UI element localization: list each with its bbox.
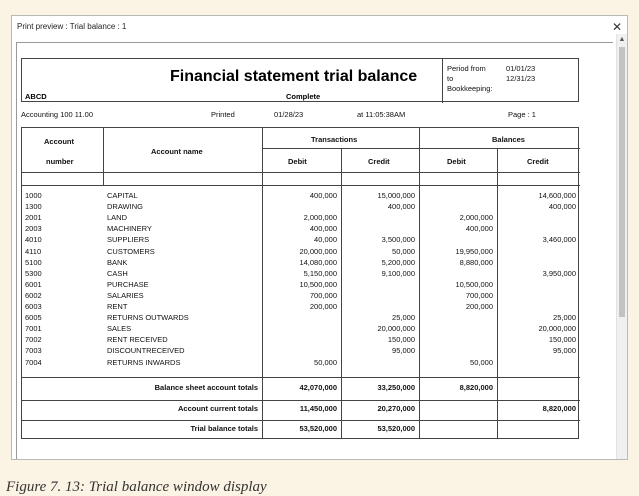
- cell-b-debit: 8,880,000: [459, 257, 493, 267]
- totals-label: Trial balance totals: [190, 424, 258, 433]
- cell-name: SALES: [107, 324, 132, 334]
- cell-b-credit: 20,000,000: [538, 324, 576, 334]
- cell-no: 2001: [25, 213, 42, 223]
- total-b-debit: 8,820,000: [459, 383, 493, 392]
- group-underline: [262, 148, 580, 149]
- cell-no: 4010: [25, 235, 42, 245]
- cell-t-credit: 15,000,000: [377, 191, 415, 200]
- cell-t-debit: 2,000,000: [303, 213, 337, 223]
- col-header-name: Account name: [151, 147, 203, 156]
- cell-t-credit: 9,100,000: [381, 268, 415, 278]
- report-page: [16, 42, 613, 460]
- vertical-scrollbar[interactable]: [616, 34, 627, 460]
- cell-t-debit: 40,000: [314, 235, 337, 245]
- cell-t-debit: 10,500,000: [299, 279, 337, 289]
- company-name: ABCD: [25, 92, 47, 101]
- cell-t-debit: 400,000: [309, 224, 337, 234]
- cell-t-credit: 25,000: [392, 313, 415, 323]
- accounting-version: Accounting 100 11.00: [21, 110, 94, 119]
- cell-no: 7002: [25, 335, 42, 345]
- period-from-date: 01/01/23: [506, 64, 536, 73]
- cell-t-debit: 700,000: [309, 290, 337, 300]
- cell-no: 1300: [25, 202, 42, 212]
- figure-caption: Figure 7. 13: Trial balance window display: [6, 479, 267, 495]
- col-header-bal-debit: Debit: [447, 157, 466, 166]
- cell-no: 6003: [25, 302, 42, 311]
- total-t-debit: 42,070,000: [299, 383, 337, 392]
- cell-no: 7003: [25, 346, 42, 356]
- cell-t-credit: 5,200,000: [381, 257, 415, 267]
- cell-t-credit: 3,500,000: [381, 235, 415, 245]
- group-header-balances: Balances: [492, 135, 525, 144]
- report-title: Financial statement trial balance: [170, 68, 418, 85]
- cell-t-credit: 20,000,000: [377, 324, 415, 334]
- title-bar: [12, 16, 628, 42]
- cell-b-credit: 25,000: [553, 313, 576, 323]
- cell-name: DISCOUNTRECEIVED: [107, 346, 185, 356]
- cell-t-credit: 50,000: [392, 246, 415, 256]
- window-title: Print preview : Trial balance : 1: [17, 22, 127, 31]
- cell-t-credit: 400,000: [387, 202, 415, 212]
- cell-no: 7004: [25, 357, 42, 367]
- cell-name: CUSTOMERS: [107, 246, 155, 256]
- cell-t-debit: 14,080,000: [299, 257, 337, 267]
- cell-name: RETURNS INWARDS: [107, 357, 181, 367]
- total-t-debit: 53,520,000: [299, 424, 337, 433]
- report-status: Complete: [286, 92, 321, 101]
- cell-name: RETURNS OUTWARDS: [107, 313, 189, 323]
- printed-label: Printed: [211, 110, 235, 119]
- cell-t-debit: 400,000: [309, 191, 337, 200]
- total-b-credit: 8,820,000: [542, 404, 576, 413]
- total-t-credit: 53,520,000: [377, 424, 415, 433]
- totals-label: Balance sheet account totals: [154, 383, 258, 392]
- cell-no: 5100: [25, 257, 42, 267]
- scroll-thumb[interactable]: [619, 47, 625, 317]
- cell-b-credit: 150,000: [548, 335, 576, 345]
- cell-b-debit: 10,500,000: [455, 279, 493, 289]
- totals-line: [22, 377, 580, 378]
- col-header-trans-debit: Debit: [288, 157, 307, 166]
- cell-no: 7001: [25, 324, 42, 334]
- cell-no: 1000: [25, 191, 42, 200]
- cell-no: 6001: [25, 279, 42, 289]
- totals-label: Account current totals: [177, 404, 258, 413]
- col-header-number: number: [46, 157, 74, 166]
- period-to-date: 12/31/23: [506, 74, 536, 83]
- cell-b-credit: 95,000: [553, 346, 576, 356]
- cell-name: RENT RECEIVED: [107, 335, 168, 345]
- cell-b-credit: 400,000: [548, 202, 576, 212]
- total-t-credit: 20,270,000: [377, 404, 415, 413]
- cell-t-debit: 50,000: [314, 357, 337, 367]
- scroll-up-icon[interactable]: ▲: [618, 36, 626, 43]
- body-top-line: [22, 185, 580, 186]
- col-header-bal-credit: Credit: [527, 157, 549, 166]
- cell-t-credit: 150,000: [387, 335, 415, 345]
- cell-b-debit: 2,000,000: [459, 213, 493, 223]
- cell-t-debit: 200,000: [309, 302, 337, 311]
- header-bottom-line: [22, 172, 580, 173]
- total-t-credit: 33,250,000: [377, 383, 415, 392]
- col-header-account: Account: [44, 137, 74, 146]
- cell-b-debit: 400,000: [465, 224, 493, 234]
- cell-name: RENT: [107, 302, 128, 311]
- cell-name: MACHINERY: [107, 224, 152, 234]
- cell-name: CASH: [107, 268, 128, 278]
- cell-b-debit: 50,000: [470, 357, 493, 367]
- print-meta-row: [21, 110, 579, 122]
- close-icon[interactable]: ✕: [611, 20, 623, 34]
- cell-name: CAPITAL: [107, 191, 138, 200]
- col-divider: [103, 128, 104, 185]
- cell-no: 6005: [25, 313, 42, 323]
- cell-b-debit: 200,000: [465, 302, 493, 311]
- cell-t-debit: 20,000,000: [299, 246, 337, 256]
- printed-time: at 11:05:38AM: [357, 110, 406, 119]
- cell-name: LAND: [107, 213, 128, 223]
- bookkeeping-label: Bookkeeping:: [447, 84, 493, 93]
- cell-name: BANK: [107, 257, 128, 267]
- print-preview-window: [11, 15, 628, 460]
- cell-no: 4110: [25, 246, 42, 256]
- header-divider: [442, 59, 443, 103]
- cell-name: SALARIES: [107, 290, 144, 300]
- period-from-label: Period from: [447, 64, 486, 73]
- totals-line: [22, 420, 580, 421]
- cell-b-credit: 14,600,000: [538, 191, 576, 200]
- cell-t-debit: 5,150,000: [303, 268, 337, 278]
- printed-date: 01/28/23: [274, 110, 304, 119]
- cell-t-credit: 95,000: [392, 346, 415, 356]
- group-header-transactions: Transactions: [311, 135, 358, 144]
- total-t-debit: 11,450,000: [299, 404, 337, 413]
- totals-line: [22, 400, 580, 401]
- cell-name: SUPPLIERS: [107, 235, 150, 245]
- cell-name: PURCHASE: [107, 279, 149, 289]
- page-number: Page : 1: [508, 110, 536, 119]
- cell-no: 2003: [25, 224, 42, 234]
- cell-b-credit: 3,950,000: [542, 268, 576, 278]
- col-header-trans-credit: Credit: [368, 157, 390, 166]
- cell-b-credit: 3,460,000: [542, 235, 576, 245]
- cell-no: 5300: [25, 268, 42, 278]
- trial-balance-table: [21, 127, 579, 439]
- report-header: [21, 58, 579, 102]
- cell-no: 6002: [25, 290, 42, 300]
- cell-name: DRAWING: [107, 202, 143, 212]
- cell-b-debit: 700,000: [465, 290, 493, 300]
- cell-b-debit: 19,950,000: [455, 246, 493, 256]
- period-to-label: to: [447, 74, 454, 83]
